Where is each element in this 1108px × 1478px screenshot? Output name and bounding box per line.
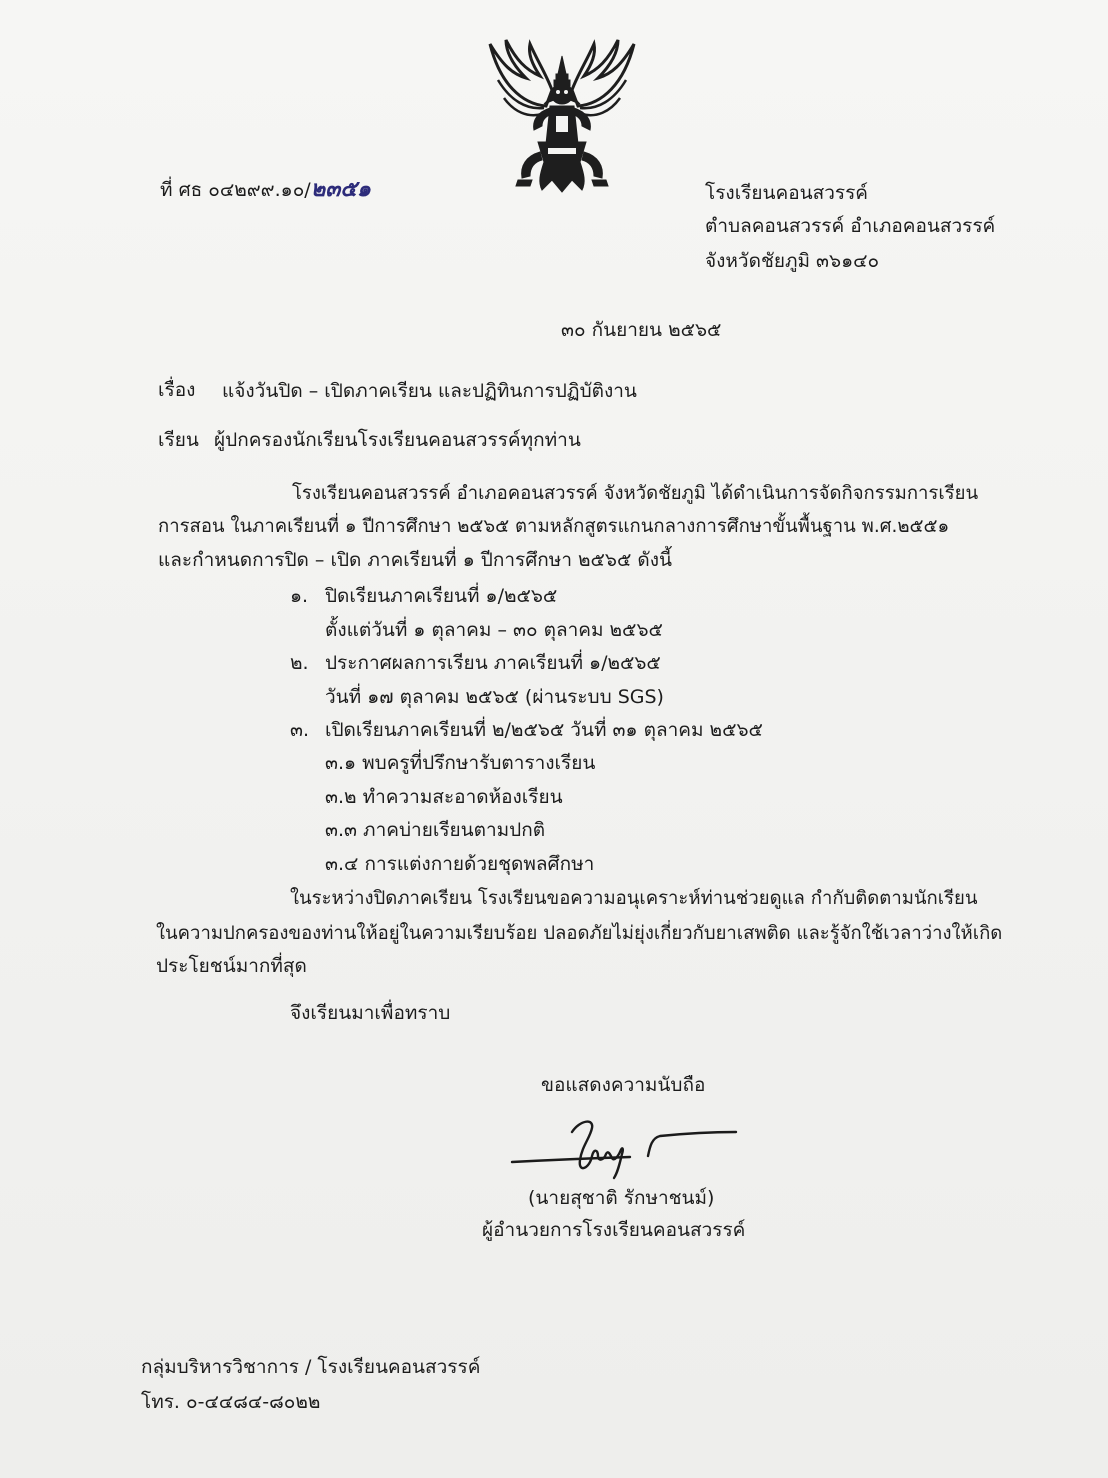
- request-line-1: ในระหว่างปิดภาคเรียน โรงเรียนขอความอนุเคราะห์ท่านช่วยดูแล กำกับติดตามนักเรียน: [290, 888, 978, 909]
- footer-telephone: โทร. ๐-๔๔๘๔-๘๐๒๒: [141, 1391, 321, 1413]
- item-2-detail: วันที่ ๑๗ ตุลาคม ๒๕๖๕ (ผ่านระบบ SGS): [325, 686, 664, 708]
- signature-icon: [510, 1112, 742, 1184]
- handwritten-reference-number: ๒๓๕๑: [310, 176, 371, 202]
- signer-title: ผู้อำนวยการโรงเรียนคอนสวรรค์: [482, 1219, 746, 1241]
- sender-province: จังหวัดชัยภูมิ ๓๖๑๔๐: [705, 250, 880, 272]
- intro-line-3: และกำหนดการปิด – เปิด ภาคเรียนที่ ๑ ปีการศึกษา ๒๕๖๕ ดังนี้: [158, 549, 673, 571]
- request-line-2: ในความปกครองของท่านให้อยู่ในความเรียบร้อย ปลอดภัยไม่ยุ่งเกี่ยวกับยาเสพติด และรู้จักใช้เวลาว่างให้เกิด: [156, 923, 1003, 944]
- item-1-detail: ตั้งแต่วันที่ ๑ ตุลาคม – ๓๐ ตุลาคม ๒๕๖๕: [325, 619, 663, 641]
- intro-line-2: การสอน ในภาคเรียนที่ ๑ ปีการศึกษา ๒๕๖๕ ตามหลักสูตรแกนกลางการศึกษาขั้นพื้นฐาน พ.ศ.๒๕๕๑: [158, 516, 950, 537]
- subject-label: เรื่อง: [158, 379, 196, 401]
- closing-text: จึงเรียนมาเพื่อทราบ: [290, 1002, 451, 1024]
- subitem-3-2: ๓.๒ ทำความสะอาดห้องเรียน: [325, 786, 563, 808]
- signer-name: (นายสุชาติ รักษาชนม์): [528, 1187, 715, 1209]
- reference-number: ที่ ศธ ๐๔๒๙๙.๑๐/๒๓๕๑: [160, 176, 371, 202]
- footer-department: กลุ่มบริหารวิชาการ / โรงเรียนคอนสวรรค์: [141, 1356, 481, 1378]
- request-line-3: ประโยชน์มากที่สุด: [156, 955, 307, 977]
- item-3-number: ๓.: [290, 719, 310, 741]
- subitem-3-1: ๓.๑ พบครูที่ปรึกษารับตารางเรียน: [325, 752, 596, 774]
- item-1-title: ปิดเรียนภาคเรียนที่ ๑/๒๕๖๕: [325, 585, 558, 607]
- subject-text: แจ้งวันปิด – เปิดภาคเรียน และปฏิทินการปฏิบัติงาน: [222, 380, 637, 402]
- subitem-3-3: ๓.๓ ภาคบ่ายเรียนตามปกติ: [325, 819, 546, 841]
- item-3-title: เปิดเรียนภาคเรียนที่ ๒/๒๕๖๕ วันที่ ๓๑ ตุลาคม ๒๕๖๕: [325, 719, 763, 741]
- regards-text: ขอแสดงความนับถือ: [541, 1074, 706, 1096]
- item-2-title: ประกาศผลการเรียน ภาคเรียนที่ ๑/๒๕๖๕: [325, 652, 661, 674]
- to-text: ผู้ปกครองนักเรียนโรงเรียนคอนสวรรค์ทุกท่าน: [214, 429, 581, 451]
- letter-date: ๓๐ กันยายน ๒๕๖๕: [561, 319, 722, 341]
- item-2-number: ๒.: [290, 652, 309, 674]
- item-1-number: ๑.: [290, 585, 309, 607]
- garuda-emblem-icon: [482, 34, 642, 196]
- subitem-3-4: ๓.๔ การแต่งกายด้วยชุดพลศึกษา: [325, 853, 595, 875]
- intro-line-1: โรงเรียนคอนสวรรค์ อำเภอคอนสวรรค์ จังหวัดชัยภูมิ ได้ดำเนินการจัดกิจกรรมการเรียน: [292, 483, 979, 504]
- sender-subdistrict: ตำบลคอนสวรรค์ อำเภอคอนสวรรค์: [705, 215, 996, 237]
- sender-school: โรงเรียนคอนสวรรค์: [705, 182, 869, 204]
- to-label: เรียน: [158, 429, 199, 451]
